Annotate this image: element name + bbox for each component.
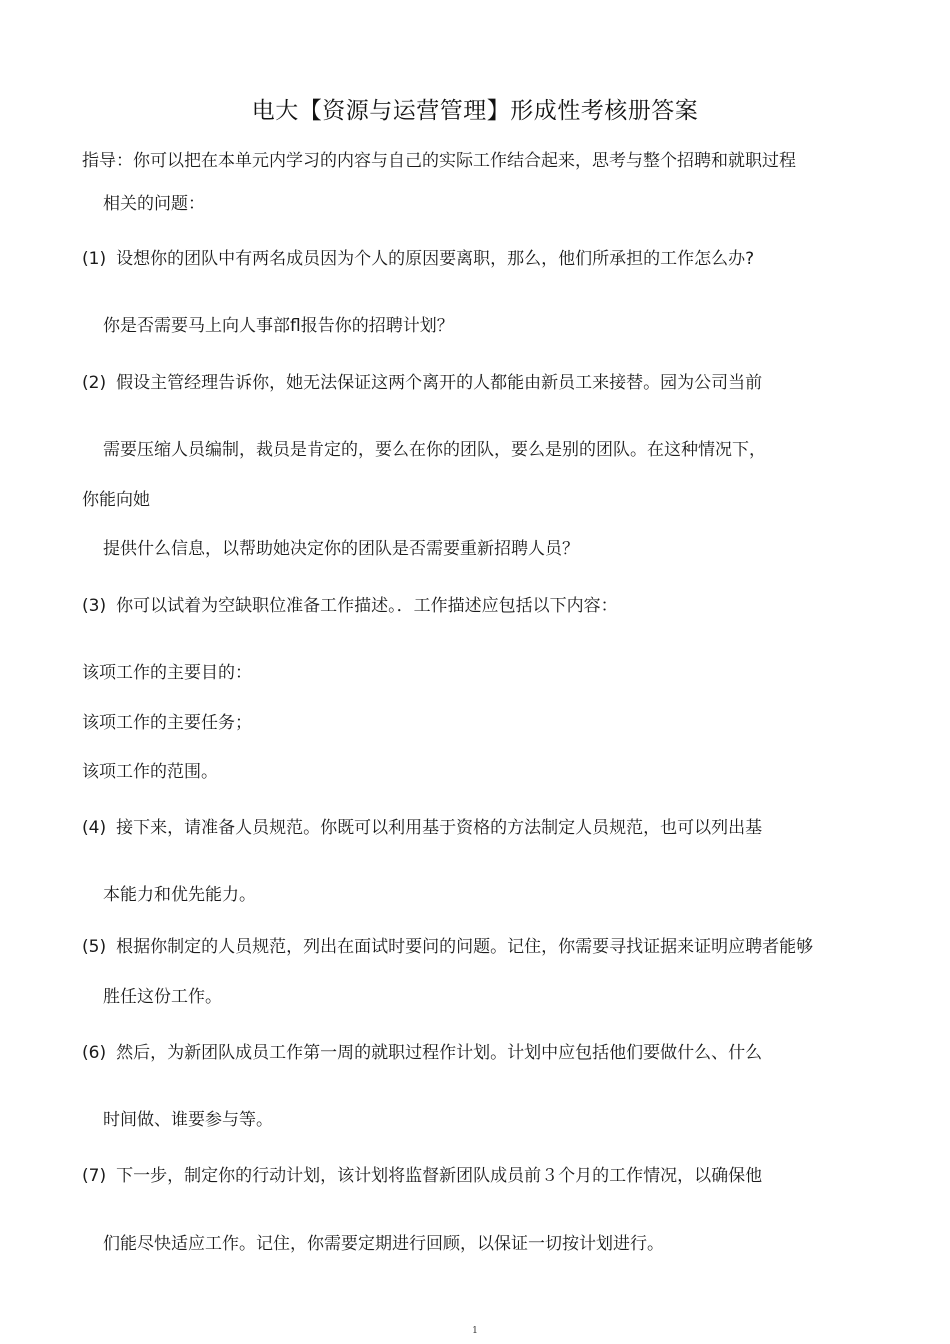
- question-number: (4): [82, 818, 107, 838]
- question-text: 根据你制定的人员规范，列出在面试时要问的问题。记住，你需要寻找证据来证明应聘者能够: [116, 937, 814, 957]
- document-title: 电大【资源与运营管理】形成性考核册答案: [251, 98, 699, 124]
- question-text: 接下来，请准备人员规范。你既可以利用基于资格的方法制定人员规范，也可以列出基: [116, 818, 763, 838]
- question-3: [82, 595, 618, 617]
- question-4-continued: 本能力和优先能力。: [103, 885, 256, 905]
- question-7-continued: 们能尽快适应工作。记住，你需要定期进行回顾，以保证一切按计划进行。: [103, 1234, 664, 1254]
- question-text: 然后，为新团队成员工作第一周的就职过程作计划。计划中应包括他们要做什么、什么: [116, 1043, 763, 1063]
- question-7: [82, 1165, 762, 1187]
- question-number: (7): [82, 1166, 107, 1186]
- question-text: 你可以试着为空缺职位准备工作描述。．工作描述应包括以下内容：: [116, 596, 618, 616]
- page-number: 1: [472, 1326, 478, 1336]
- question-number: (6): [82, 1043, 107, 1063]
- question-2-continued: 提供什么信息，以帮助她决定你的团队是否需要重新招聘人员？: [103, 539, 579, 559]
- question-text: 设想你的团队中有两名成员因为个人的原因要离职，那么，他们所承担的工作怎么办?: [116, 249, 755, 269]
- question-6-continued: 时间做、谁要参与等。: [103, 1110, 273, 1130]
- question-number: (2): [82, 373, 107, 393]
- question-2-continued: 你能向她: [82, 490, 150, 510]
- question-4: [82, 817, 762, 839]
- question-2: [82, 372, 762, 394]
- question-1: [82, 248, 754, 270]
- list-item: 该项工作的范围。: [82, 762, 218, 782]
- question-number: (1): [82, 249, 107, 269]
- list-item: 该项工作的主要任务；: [82, 713, 252, 733]
- question-number: (3): [82, 596, 107, 616]
- question-5: [82, 936, 813, 958]
- question-text: 下一步，制定你的行动计划，该计划将监督新团队成员前３个月的工作情况，以确保他: [116, 1166, 763, 1186]
- question-text: 假设主管经理告诉你，她无法保证这两个离开的人都能由新员工来接替。园为公司当前: [116, 373, 763, 393]
- question-5-continued: 胜任这份工作。: [103, 987, 222, 1007]
- list-item: 该项工作的主要目的：: [82, 663, 252, 683]
- intro-line-1: 指导：你可以把在本单元内学习的内容与自己的实际工作结合起来，思考与整个招聘和就职过程: [82, 151, 796, 171]
- question-2-continued: 需要压缩人员编制，裁员是肯定的，要么在你的团队，要么是别的团队。在这种情况下，: [103, 440, 766, 460]
- question-6: [82, 1042, 762, 1064]
- question-number: (5): [82, 937, 107, 957]
- intro-line-2: 相关的问题：: [103, 194, 205, 214]
- question-1-continued: 你是否需要马上向人事部ﬂ报告你的招聘计划？: [103, 316, 454, 336]
